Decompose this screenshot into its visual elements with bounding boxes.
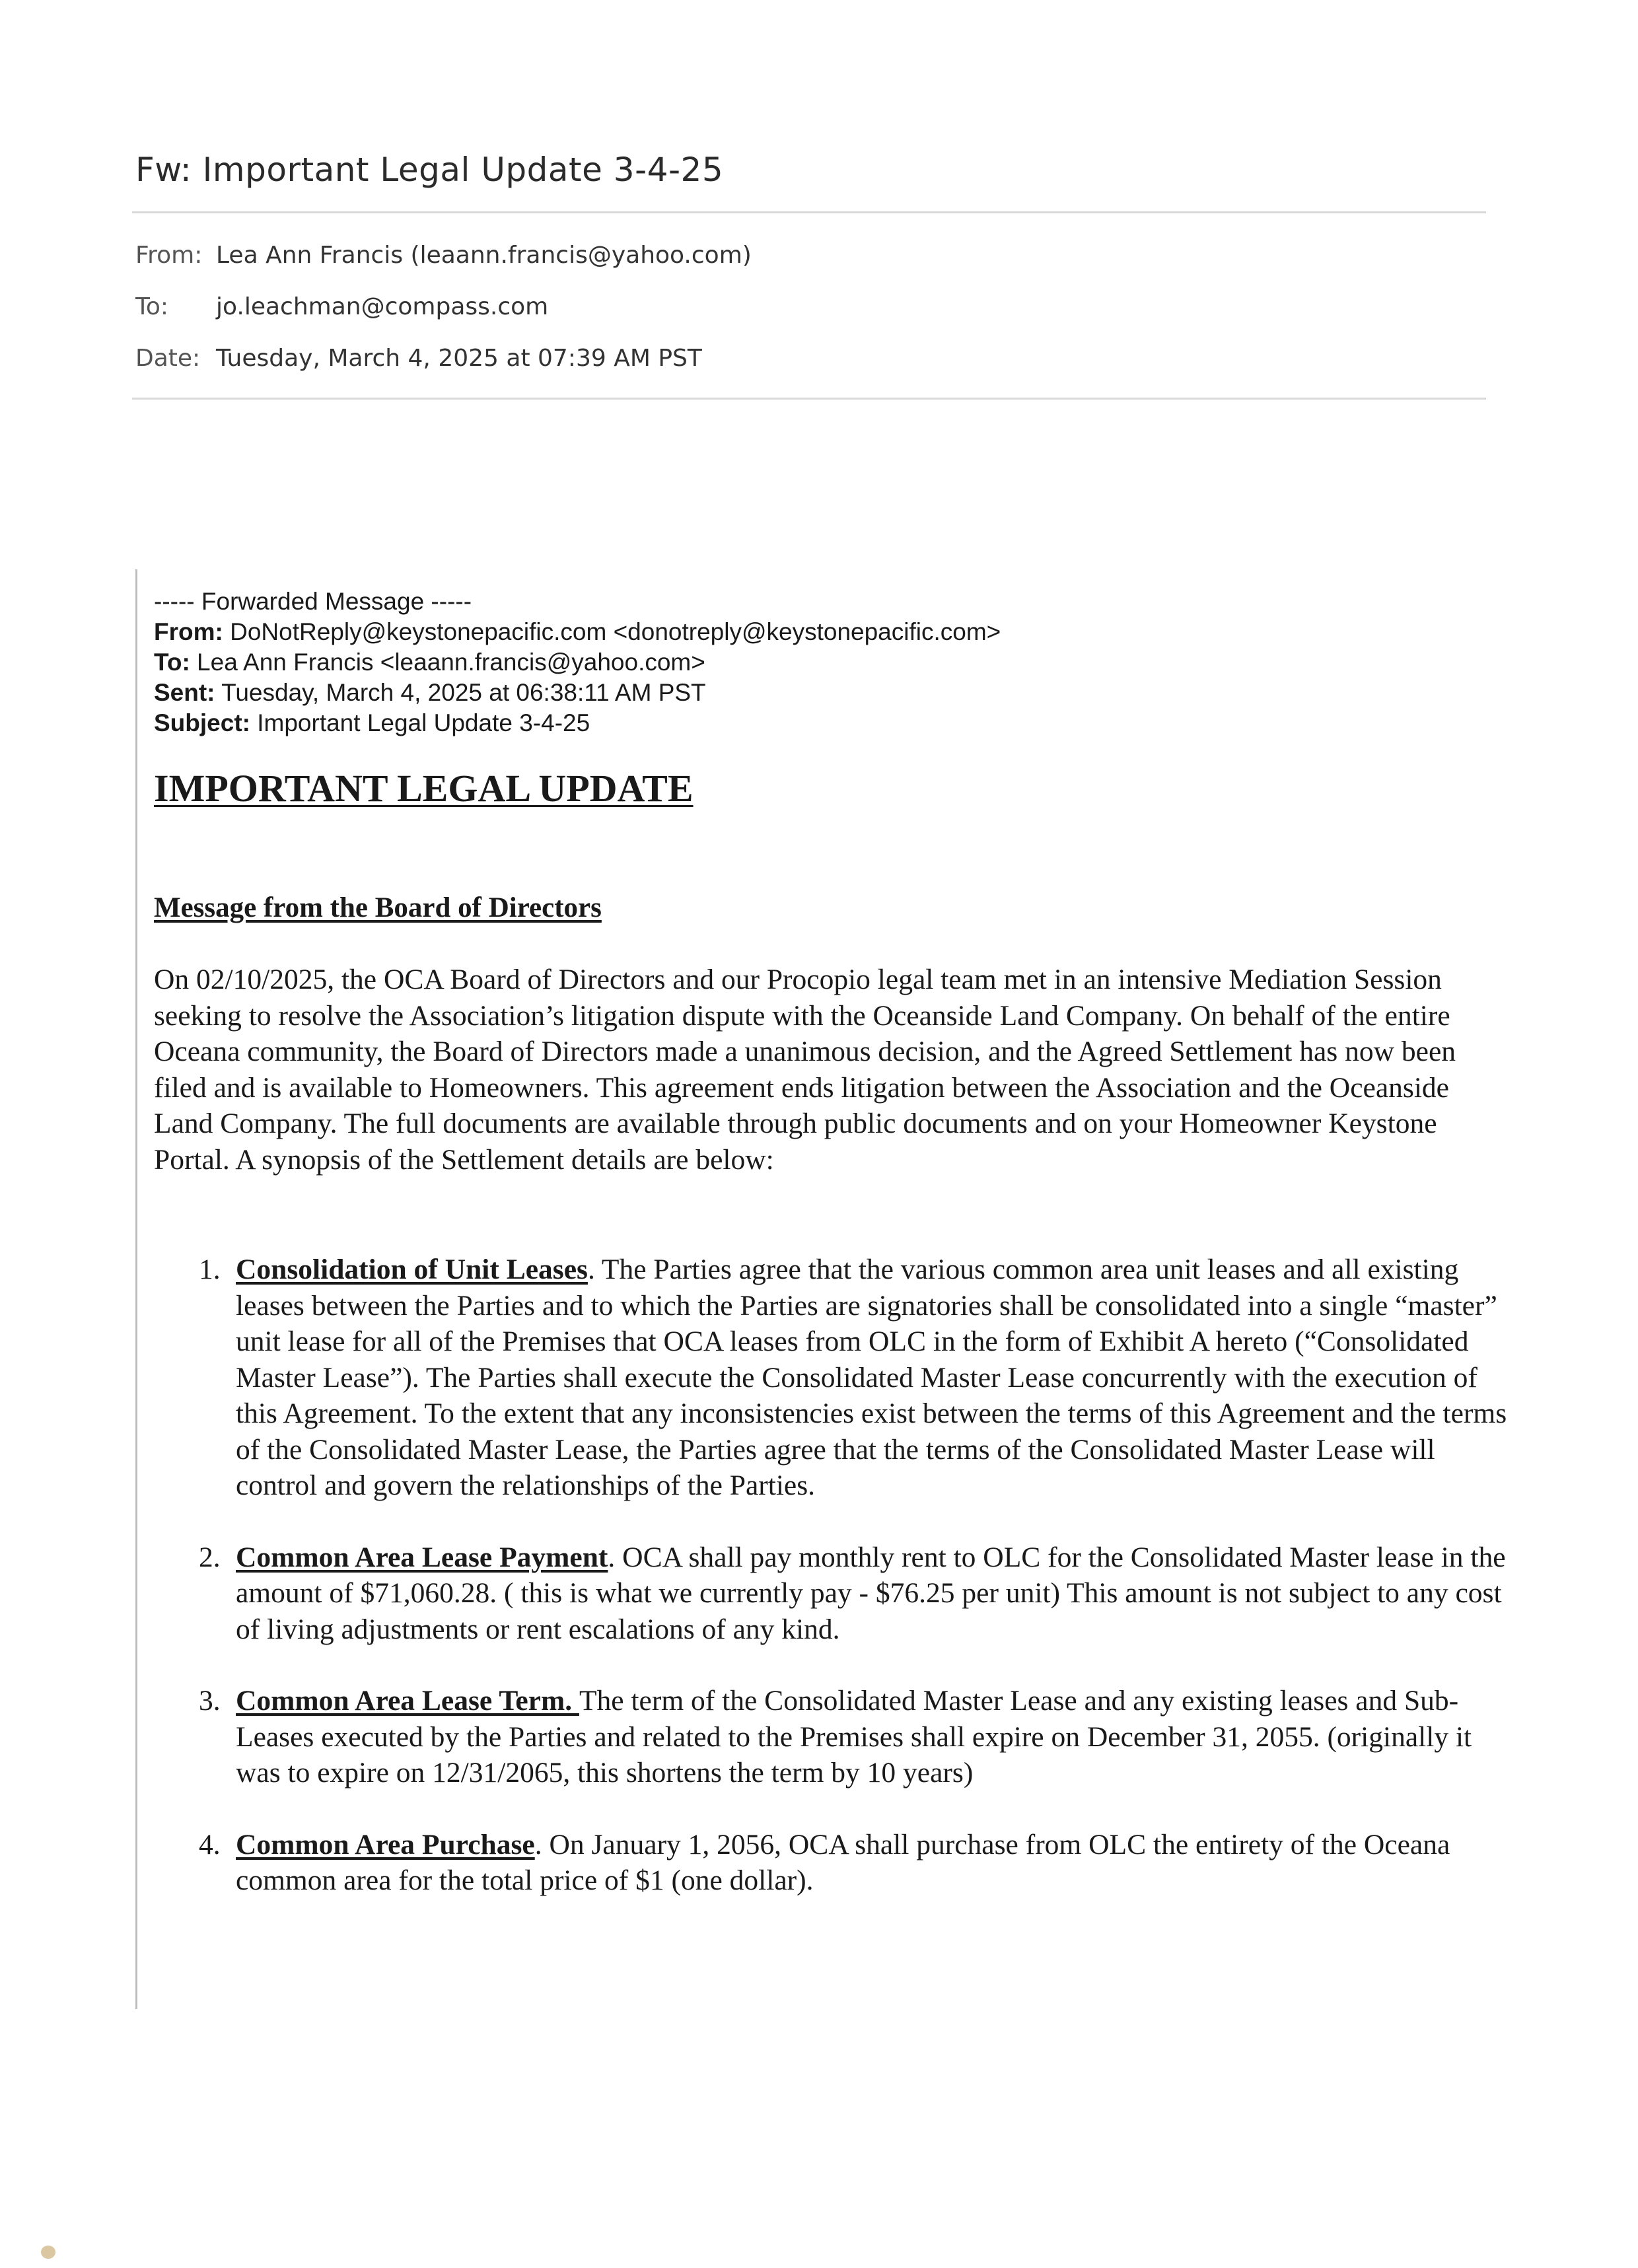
date-label: Date: xyxy=(135,345,201,372)
from-value[interactable]: Lea Ann Francis (leaann.francis@yahoo.com) xyxy=(216,242,752,269)
forwarded-marker: ----- Forwarded Message ----- xyxy=(154,588,472,615)
forwarded-header xyxy=(154,586,1001,738)
item-text: . OCA shall pay monthly rent to OLC for the Consolidated Master lease in the amount of $71,060.28. ( this is what we currently pay - $76.25 per unit) This amount is not subject to any cost of living adjustments or rent escalations of any kind. xyxy=(236,1541,1506,1645)
item-number: 2. xyxy=(199,1541,221,1573)
item-term: Consolidation of Unit Leases xyxy=(236,1254,588,1285)
forwarded-subject xyxy=(154,708,1001,738)
forwarded-from-label: From: xyxy=(154,618,223,645)
quote-bar xyxy=(135,569,137,2009)
forwarded-from xyxy=(154,617,1001,647)
item-term: Common Area Purchase xyxy=(236,1828,535,1860)
forwarded-to-value[interactable]: Lea Ann Francis <leaann.francis@yahoo.com> xyxy=(190,649,705,676)
board-message-heading: Message from the Board of Directors xyxy=(154,892,602,923)
to-label: To: xyxy=(135,293,169,320)
header-divider-bottom xyxy=(132,398,1486,400)
from-row xyxy=(135,242,752,269)
forwarded-sent-value: Tuesday, March 4, 2025 at 06:38:11 AM PST xyxy=(215,679,706,706)
main-heading: IMPORTANT LEGAL UPDATE xyxy=(154,767,694,810)
item-text: . The Parties agree that the various common area unit leases and all existing leases between the Parties and to which the Parties are signatories shall be consolidated into a single “master” unit lease for all of the Premises that OCA leases from OLC in the form of Exhibit A hereto (“Consolidated Master Lease”). The Parties shall execute the Consolidated Master Lease concurrently with the execution of this Agreement. To the extent that any inconsistencies exist between the terms of this Agreement and the terms of the Consolidated Master Lease, the Parties agree that the terms of the Consolidated Master Lease will control and govern the relationships of the Parties. xyxy=(236,1254,1507,1501)
date-value: Tuesday, March 4, 2025 at 07:39 AM PST xyxy=(216,345,702,372)
forwarded-to-label: To: xyxy=(154,649,190,676)
from-label: From: xyxy=(135,242,203,269)
date-row xyxy=(135,345,702,372)
list-item xyxy=(154,1683,1508,1791)
to-row xyxy=(135,293,548,320)
settlement-list xyxy=(154,1252,1508,1934)
intro-paragraph: On 02/10/2025, the OCA Board of Directors and our Procopio legal team met in an intensive Mediation Session seeking to resolve the Association’s litigation dispute with the Oceanside Land Company. On behalf of the entire Oceana community, the Board of Directors made a unanimous decision, and the Agreed Settlement has now been filed and is available to Homeowners. This agreement ends litigation between the Association and the Oceanside Land Company. The full documents are available through public documents and on your Homeowner Keystone Portal. A synopsis of the Settlement details are below: xyxy=(154,964,1456,1176)
item-text: The term of the Consolidated Master Lease and any existing leases and Sub-Leases executed by the Parties and related to the Premises shall expire on December 31, 2055. (originally it was to expire on 12/31/2065, this shortens the term by 10 years) xyxy=(236,1685,1472,1789)
forwarded-sent xyxy=(154,678,1001,708)
forwarded-sent-label: Sent: xyxy=(154,679,215,706)
list-item xyxy=(154,1827,1508,1899)
list-item xyxy=(154,1540,1508,1648)
forwarded-subject-label: Subject: xyxy=(154,709,250,736)
forwarded-from-value[interactable]: DoNotReply@keystonepacific.com <donotreply@keystonepacific.com> xyxy=(223,618,1001,645)
email-subject: Fw: Important Legal Update 3-4-25 xyxy=(135,151,724,189)
item-text: . On January 1, 2056, OCA shall purchase from OLC the entirety of the Oceana common area for the total price of $1 (one dollar). xyxy=(236,1828,1450,1896)
header-divider-top xyxy=(132,211,1486,213)
list-item xyxy=(154,1252,1508,1504)
item-number: 4. xyxy=(199,1828,221,1860)
scan-smudge xyxy=(41,2246,55,2259)
item-term: Common Area Lease Term. xyxy=(236,1685,579,1717)
to-value[interactable]: jo.leachman@compass.com xyxy=(216,293,549,320)
forwarded-subject-value: Important Legal Update 3-4-25 xyxy=(250,709,590,736)
item-term: Common Area Lease Payment xyxy=(236,1541,608,1573)
item-number: 1. xyxy=(199,1254,221,1285)
item-number: 3. xyxy=(199,1685,221,1717)
forwarded-to xyxy=(154,647,1001,678)
